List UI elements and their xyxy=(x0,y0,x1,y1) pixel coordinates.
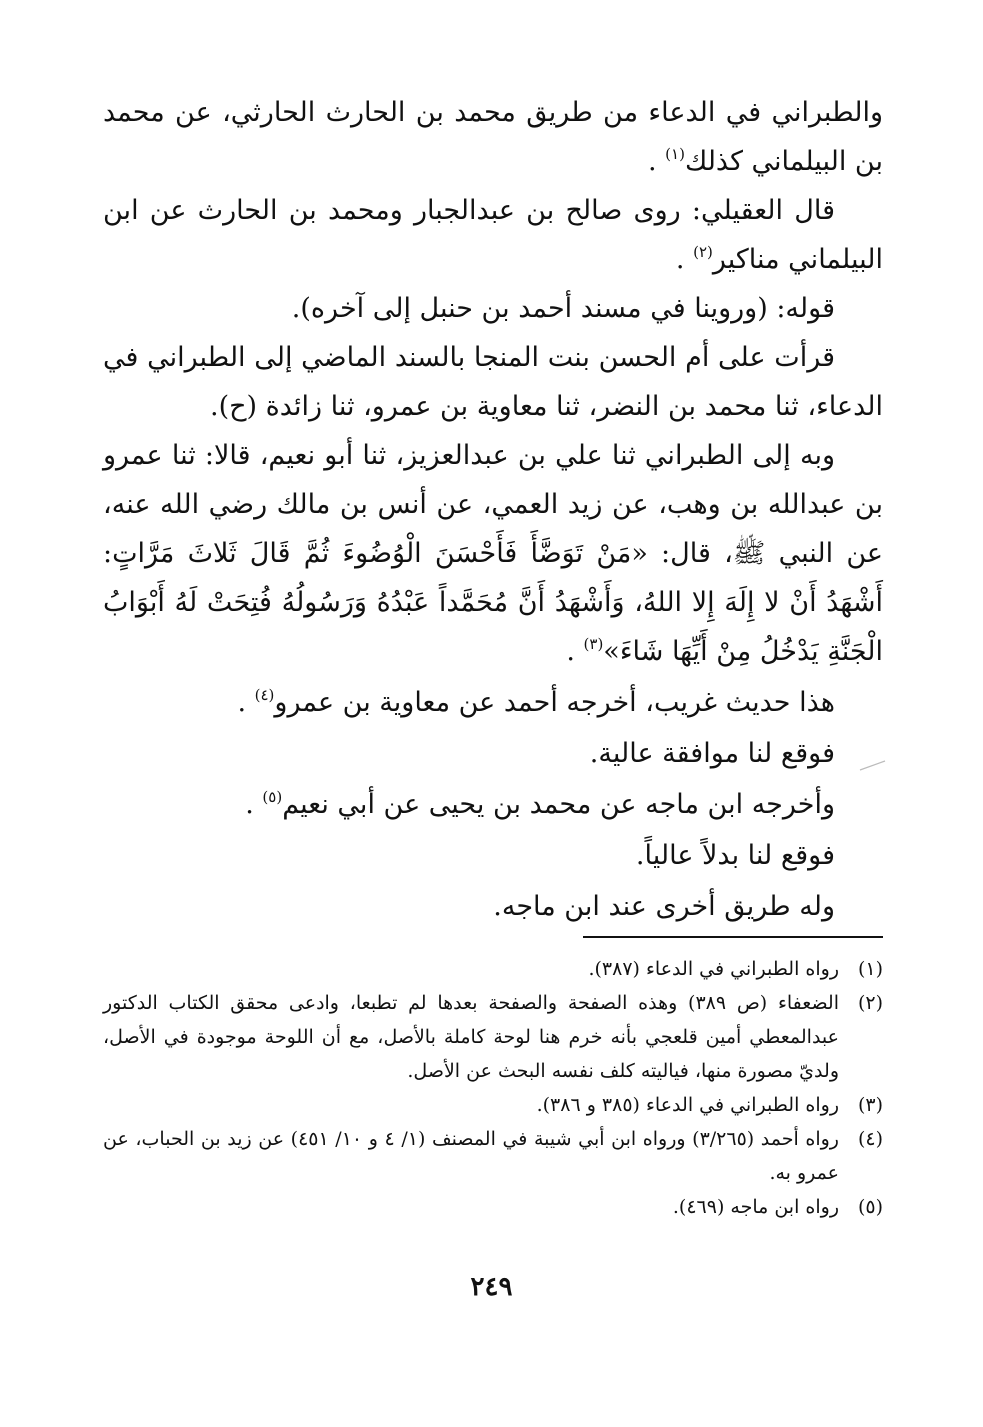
pencil-mark-icon xyxy=(858,758,888,772)
footnote-item xyxy=(103,1088,883,1122)
paragraph-isnad: قرأت على أم الحسن بنت المنجا بالسند الماضي إلى الطبراني في الدعاء، ثنا محمد بن النضر، ثنا معاوية بن عمرو، ثنا زائدة (ح). xyxy=(103,342,883,422)
footnote-ref-4: (٤) xyxy=(254,686,275,704)
footnote-text: رواه ابن ماجه (٤٦٩). xyxy=(672,1196,839,1218)
footnote-ref-2: (٢) xyxy=(693,243,713,261)
paragraph-tabarani-dua: والطبراني في الدعاء من طريق محمد بن الحارث الحارثي، عن محمد بن البيلماني كذلك$^{(١)}$ . xyxy=(103,97,883,177)
footnote-text: رواه أحمد (٣/٢٦٥) ورواه ابن أبي شيبة في المصنف (١/ ٤ و ١٠/ ٤٥١) عن زيد بن الحباب، عن عمرو به. xyxy=(103,1128,839,1184)
footnotes xyxy=(103,952,883,1224)
footnote-number: (٢) xyxy=(857,992,883,1014)
footnote-number: (٤) xyxy=(857,1128,883,1150)
main-text xyxy=(103,88,883,931)
paragraph-qawluhu: قوله: (وروينا في مسند أحمد بن حنبل إلى آخره). xyxy=(291,293,835,324)
footnote-item xyxy=(103,1190,883,1224)
footnote-number: (٥) xyxy=(857,1196,883,1218)
footnote-item xyxy=(103,986,883,1088)
paragraph-muwafaqa: فوقع لنا موافقة عالية. xyxy=(589,738,835,769)
footnote-text: رواه الطبراني في الدعاء (٣٨٥ و ٣٨٦). xyxy=(536,1094,839,1116)
paragraph-badal: فوقع لنا بدلاً عالياً. xyxy=(635,840,835,871)
footnote-item xyxy=(103,952,883,986)
page-number: ٢٤٩ xyxy=(470,1272,513,1302)
footnote-ref-1: (١) xyxy=(665,145,685,163)
footnote-separator xyxy=(583,936,883,938)
footnote-text: رواه الطبراني في الدعاء (٣٨٧). xyxy=(588,958,839,980)
paragraph-uqayli: قال العقيلي: روى صالح بن عبدالجبار ومحمد بن الحارث عن ابن البيلماني مناكير$^{(٢)}$ . xyxy=(103,195,883,275)
footnote-ref-3: (٣) xyxy=(583,635,604,653)
paragraph-gharib: هذا حديث غريب، أخرجه أحمد عن معاوية بن عمرو$^{(٤)}$ . xyxy=(237,686,835,718)
footnote-ref-5: (٥) xyxy=(262,788,283,806)
footnote-text: الضعفاء (ص ٣٨٩) وهذه الصفحة والصفحة بعدها لم تطبعا، وادعى محقق الكتاب الدكتور عبدالمعطي أمين قلعجي بأنه خرم هنا لوحة كاملة بالأصل، مع أن اللوحة موجودة في الأصل، ولديّ مصورة منها، فياليته كلف نفسه البحث عن الأصل. xyxy=(103,992,840,1082)
paragraph-tariq-ukhra: وله طريق أخرى عند ابن ماجه. xyxy=(493,891,835,922)
footnote-item xyxy=(103,1122,883,1190)
paragraph-hadith: وبه إلى الطبراني ثنا علي بن عبدالعزيز، ثنا أبو نعيم، قالا: ثنا عمرو بن عبدالله بن وهب، عن زيد العمي، عن أنس بن مالك رضي الله عنه، عن النبي ﷺ، قال: «مَنْ تَوَضَّأَ فَأَحْسَنَ الْوُضُوءَ ثُمَّ قَالَ ثَلاثَ مَرَّاتٍ: أَشْهَدُ أَنْ لا إِلَهَ إِلا اللهُ، وَأَشْهَدُ أَنَّ مُحَمَّداً عَبْدُهُ وَرَسُولُهُ فُتِحَتْ لَهُ أَبْوَابُ الْجَنَّةِ يَدْخُلُ مِنْ أَيِّهَا شَاءَ»$^{(٣)}$ . xyxy=(103,440,883,667)
paragraph-ibn-majah: وأخرجه ابن ماجه عن محمد بن يحيى عن أبي نعيم$^{(٥)}$ . xyxy=(245,788,835,820)
footnote-number: (١) xyxy=(857,958,883,980)
footnote-number: (٣) xyxy=(857,1094,883,1116)
